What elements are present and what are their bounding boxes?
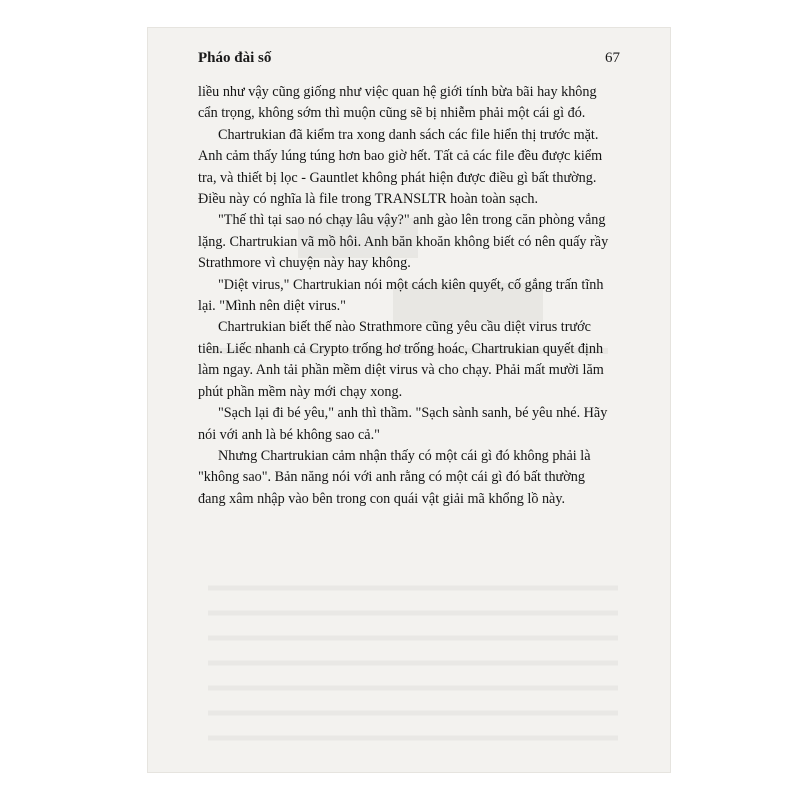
paragraph-5: Chartrukian biết thế nào Strathmore cũng yêu cầu diệt virus trước tiên. Liếc nhanh cả Crypto trống hơ trống hoác, Chartrukian quyết định làm ngay. Anh tải phần mềm diệt virus và cho chạy. Phải mất mười lăm phút phần mềm này mới chạy xong. <box>198 319 604 400</box>
page-body-text <box>198 82 614 510</box>
paragraph-1: liều như vậy cũng giống như việc quan hệ giới tính bừa bãi hay không cẩn trọng, không sớm thì muộn cũng sẽ bị nhiễm phải một cái gì đó. <box>198 84 597 122</box>
paragraph-4: "Diệt virus," Chartrukian nói một cách kiên quyết, cố gắng trấn tĩnh lại. "Mình nên diệt virus." <box>198 276 604 315</box>
book-title: Pháo đài số <box>198 50 272 66</box>
paragraph-6: "Sạch lại đi bé yêu," anh thì thầm. "Sạch sành sanh, bé yêu nhé. Hãy nói với anh là bé không sao cả." <box>198 405 608 443</box>
book-page <box>148 28 670 772</box>
page-number: 67 <box>605 50 620 66</box>
running-header <box>198 50 620 67</box>
paragraph-7: Nhưng Chartrukian cảm nhận thấy có một cái gì đó không phải là "không sao". Bản năng nói với anh rằng có một cái gì đó bất thường đang xâm nhập vào bên trong con quái vật giải mã khổng lồ này. <box>198 447 591 507</box>
paragraph-3: "Thế thì tại sao nó chạy lâu vậy?" anh gào lên trong căn phòng vắng lặng. Chartrukian vã mồ hôi. Anh băn khoăn không biết có nên quấy rầy Strathmore vì chuyện này hay không. <box>198 212 609 272</box>
paragraph-2: Chartrukian đã kiểm tra xong danh sách các file hiển thị trước mặt. Anh cảm thấy lúng túng hơn bao giờ hết. Tất cả các file đều được kiểm tra, và thiết bị lọc - Gauntlet không phát hiện được điều gì bất thường. Điều này có nghĩa là file trong TRANSLTR hoàn toàn sạch. <box>198 126 603 208</box>
